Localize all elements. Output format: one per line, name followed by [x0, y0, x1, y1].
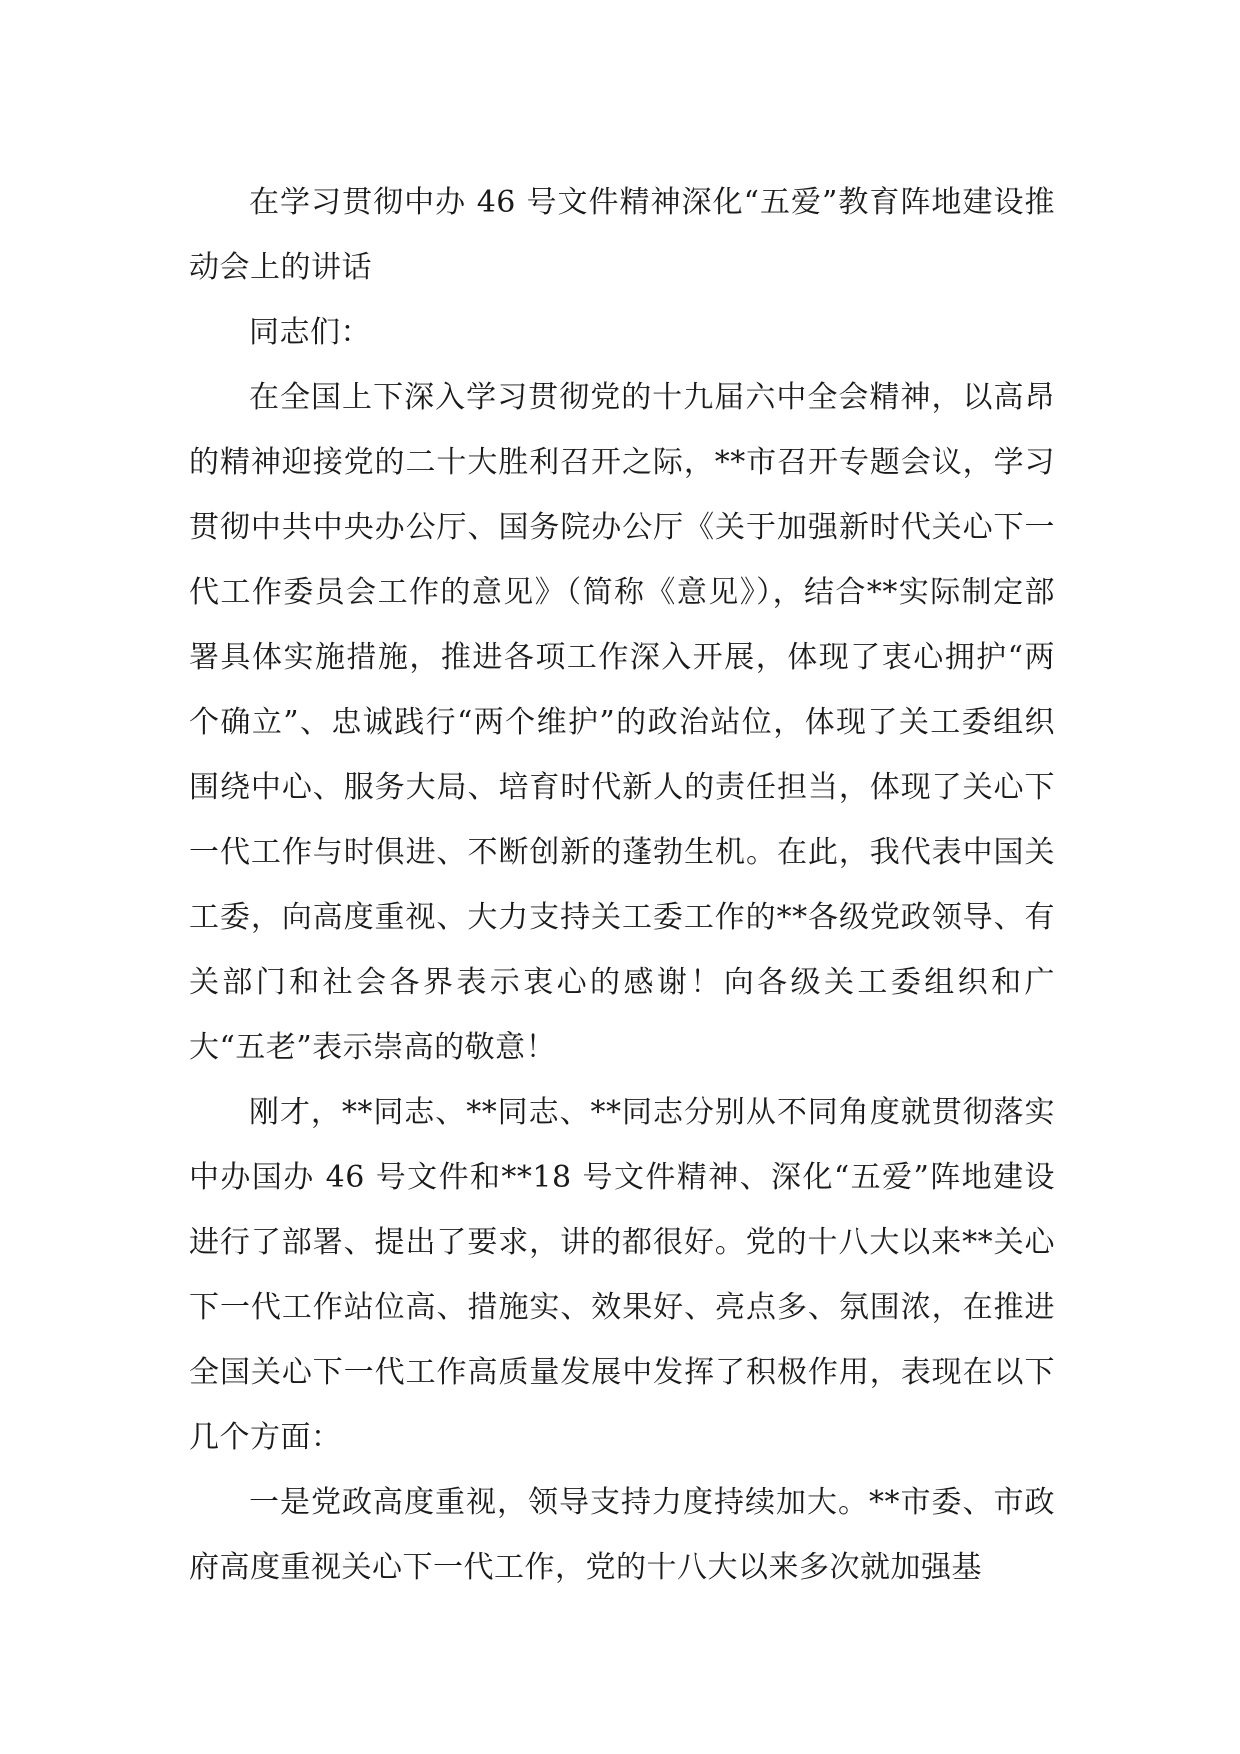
body-paragraph-1: 在全国上下深入学习贯彻党的十九届六中全会精神，以高昂的精神迎接党的二十大胜利召开之际，**市召开专题会议，学习贯彻中共中央办公厅、国务院办公厅《关于加强新时代关心下一代工作委员会工作的意见》（简称《意见》），结合**实际制定部署具体实施措施，推进各项工作深入开展，体现了衷心拥护“两个确立”、忠诚践行“两个维护”的政治站位，体现了关工委组织围绕中心、服务大局、培育时代新人的责任担当，体现了关心下一代工作与时俱进、不断创新的蓬勃生机。在此，我代表中国关工委，向高度重视、大力支持关工委工作的**各级党政领导、有关部门和社会各界表示衷心的感谢！向各级关工委组织和广大“五老”表示崇高的敬意！ — [189, 380, 1055, 1065]
document-body — [189, 170, 1055, 1600]
document-title: 在学习贯彻中办 46 号文件精神深化“五爱”教育阵地建设推动会上的讲话 — [189, 185, 1055, 285]
salutation: 同志们： — [249, 315, 371, 350]
body-paragraph-3: 一是党政高度重视，领导支持力度持续加大。**市委、市政府高度重视关心下一代工作，党的十八大以来多次就加强基 — [189, 1485, 1055, 1585]
body-paragraph-2: 刚才，**同志、**同志、**同志分别从不同角度就贯彻落实中办国办 46 号文件和**18 号文件精神、深化“五爱”阵地建设进行了部署、提出了要求，讲的都很好。党的十八大以来**关心下一代工作站位高、措施实、效果好、亮点多、氛围浓，在推进全国关心下一代工作高质量发展中发挥了积极作用，表现在以下几个方面： — [189, 1095, 1055, 1455]
